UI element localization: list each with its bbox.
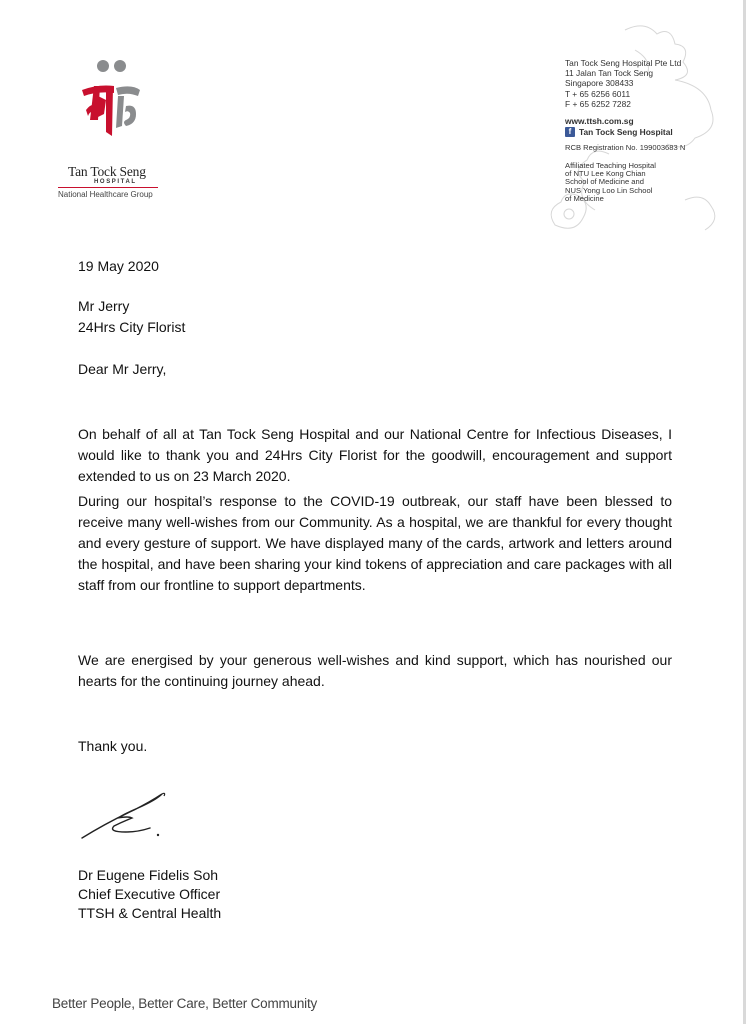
paragraph-3: We are energised by your generous well-wishes and kind support, which has nourished our hearts for the continuing journey ahead. [78, 652, 672, 689]
signatory-org: TTSH & Central Health [78, 905, 222, 921]
affiliation [565, 162, 740, 204]
paragraph-2: During our hospital’s response to the COVID-19 outbreak, our staff have been blessed to receive many well-wishes from our Community. As a hospital, we are thankful for every thought and every gesture of support. We have displayed many of the cards, artwork and letters around the hospital, and have been sharing your kind tokens of appreciation and care packages with all staff from our frontline to support departments. [78, 493, 672, 593]
logo-divider [58, 187, 158, 188]
affiliation-line: of NTU Lee Kong Chian [565, 169, 646, 179]
letter-date: 19 May 2020 [78, 258, 159, 274]
phone-line: T + 65 6256 6011 [565, 88, 631, 99]
signature-image [78, 786, 178, 842]
paragraph-1: On behalf of all at Tan Tock Seng Hospital and our National Centre for Infectious Diseases, I would like to thank you and 24Hrs City Florist for the goodwill, encouragement and support extended to us on 23 March 2020. [78, 426, 672, 484]
logo-group: National Healthcare Group [58, 190, 153, 199]
footer-tagline: Better People, Better Care, Better Community [52, 996, 318, 1011]
fax-line: F + 65 6252 7282 [565, 98, 631, 109]
signatory-name: Dr Eugene Fidelis Soh [78, 867, 219, 883]
salutation: Dear Mr Jerry, [78, 361, 167, 377]
affiliation-line: of Medicine [565, 194, 604, 204]
signatory-title: Chief Executive Officer [78, 886, 221, 902]
address-line: Tan Tock Seng Hospital Pte Ltd [565, 58, 682, 68]
hospital-logo [58, 56, 168, 206]
address-line: Singapore 308433 [565, 78, 634, 89]
recipient-name: Mr Jerry [78, 298, 130, 314]
logo-sub: HOSPITAL [94, 179, 137, 185]
website-link: www.ttsh.com.sg [565, 116, 634, 127]
ttsh-logo-icon [76, 56, 146, 161]
rcb-number: RCB Registration No. 199003683 N [565, 143, 686, 153]
affiliation-line: School of Medicine and [565, 177, 644, 187]
facebook-row [565, 127, 740, 137]
facebook-label: Tan Tock Seng Hospital [579, 127, 673, 138]
facebook-icon: f [565, 127, 575, 137]
address-line: 11 Jalan Tan Tock Seng [565, 68, 653, 79]
logo-name: Tan Tock Seng [68, 164, 146, 179]
closing: Thank you. [78, 738, 148, 754]
recipient-company: 24Hrs City Florist [78, 319, 186, 335]
letterhead-contact [565, 58, 740, 204]
affiliation-line: Affiliated Teaching Hospital [565, 160, 656, 170]
affiliation-line: NUS Yong Loo Lin School [565, 185, 653, 195]
